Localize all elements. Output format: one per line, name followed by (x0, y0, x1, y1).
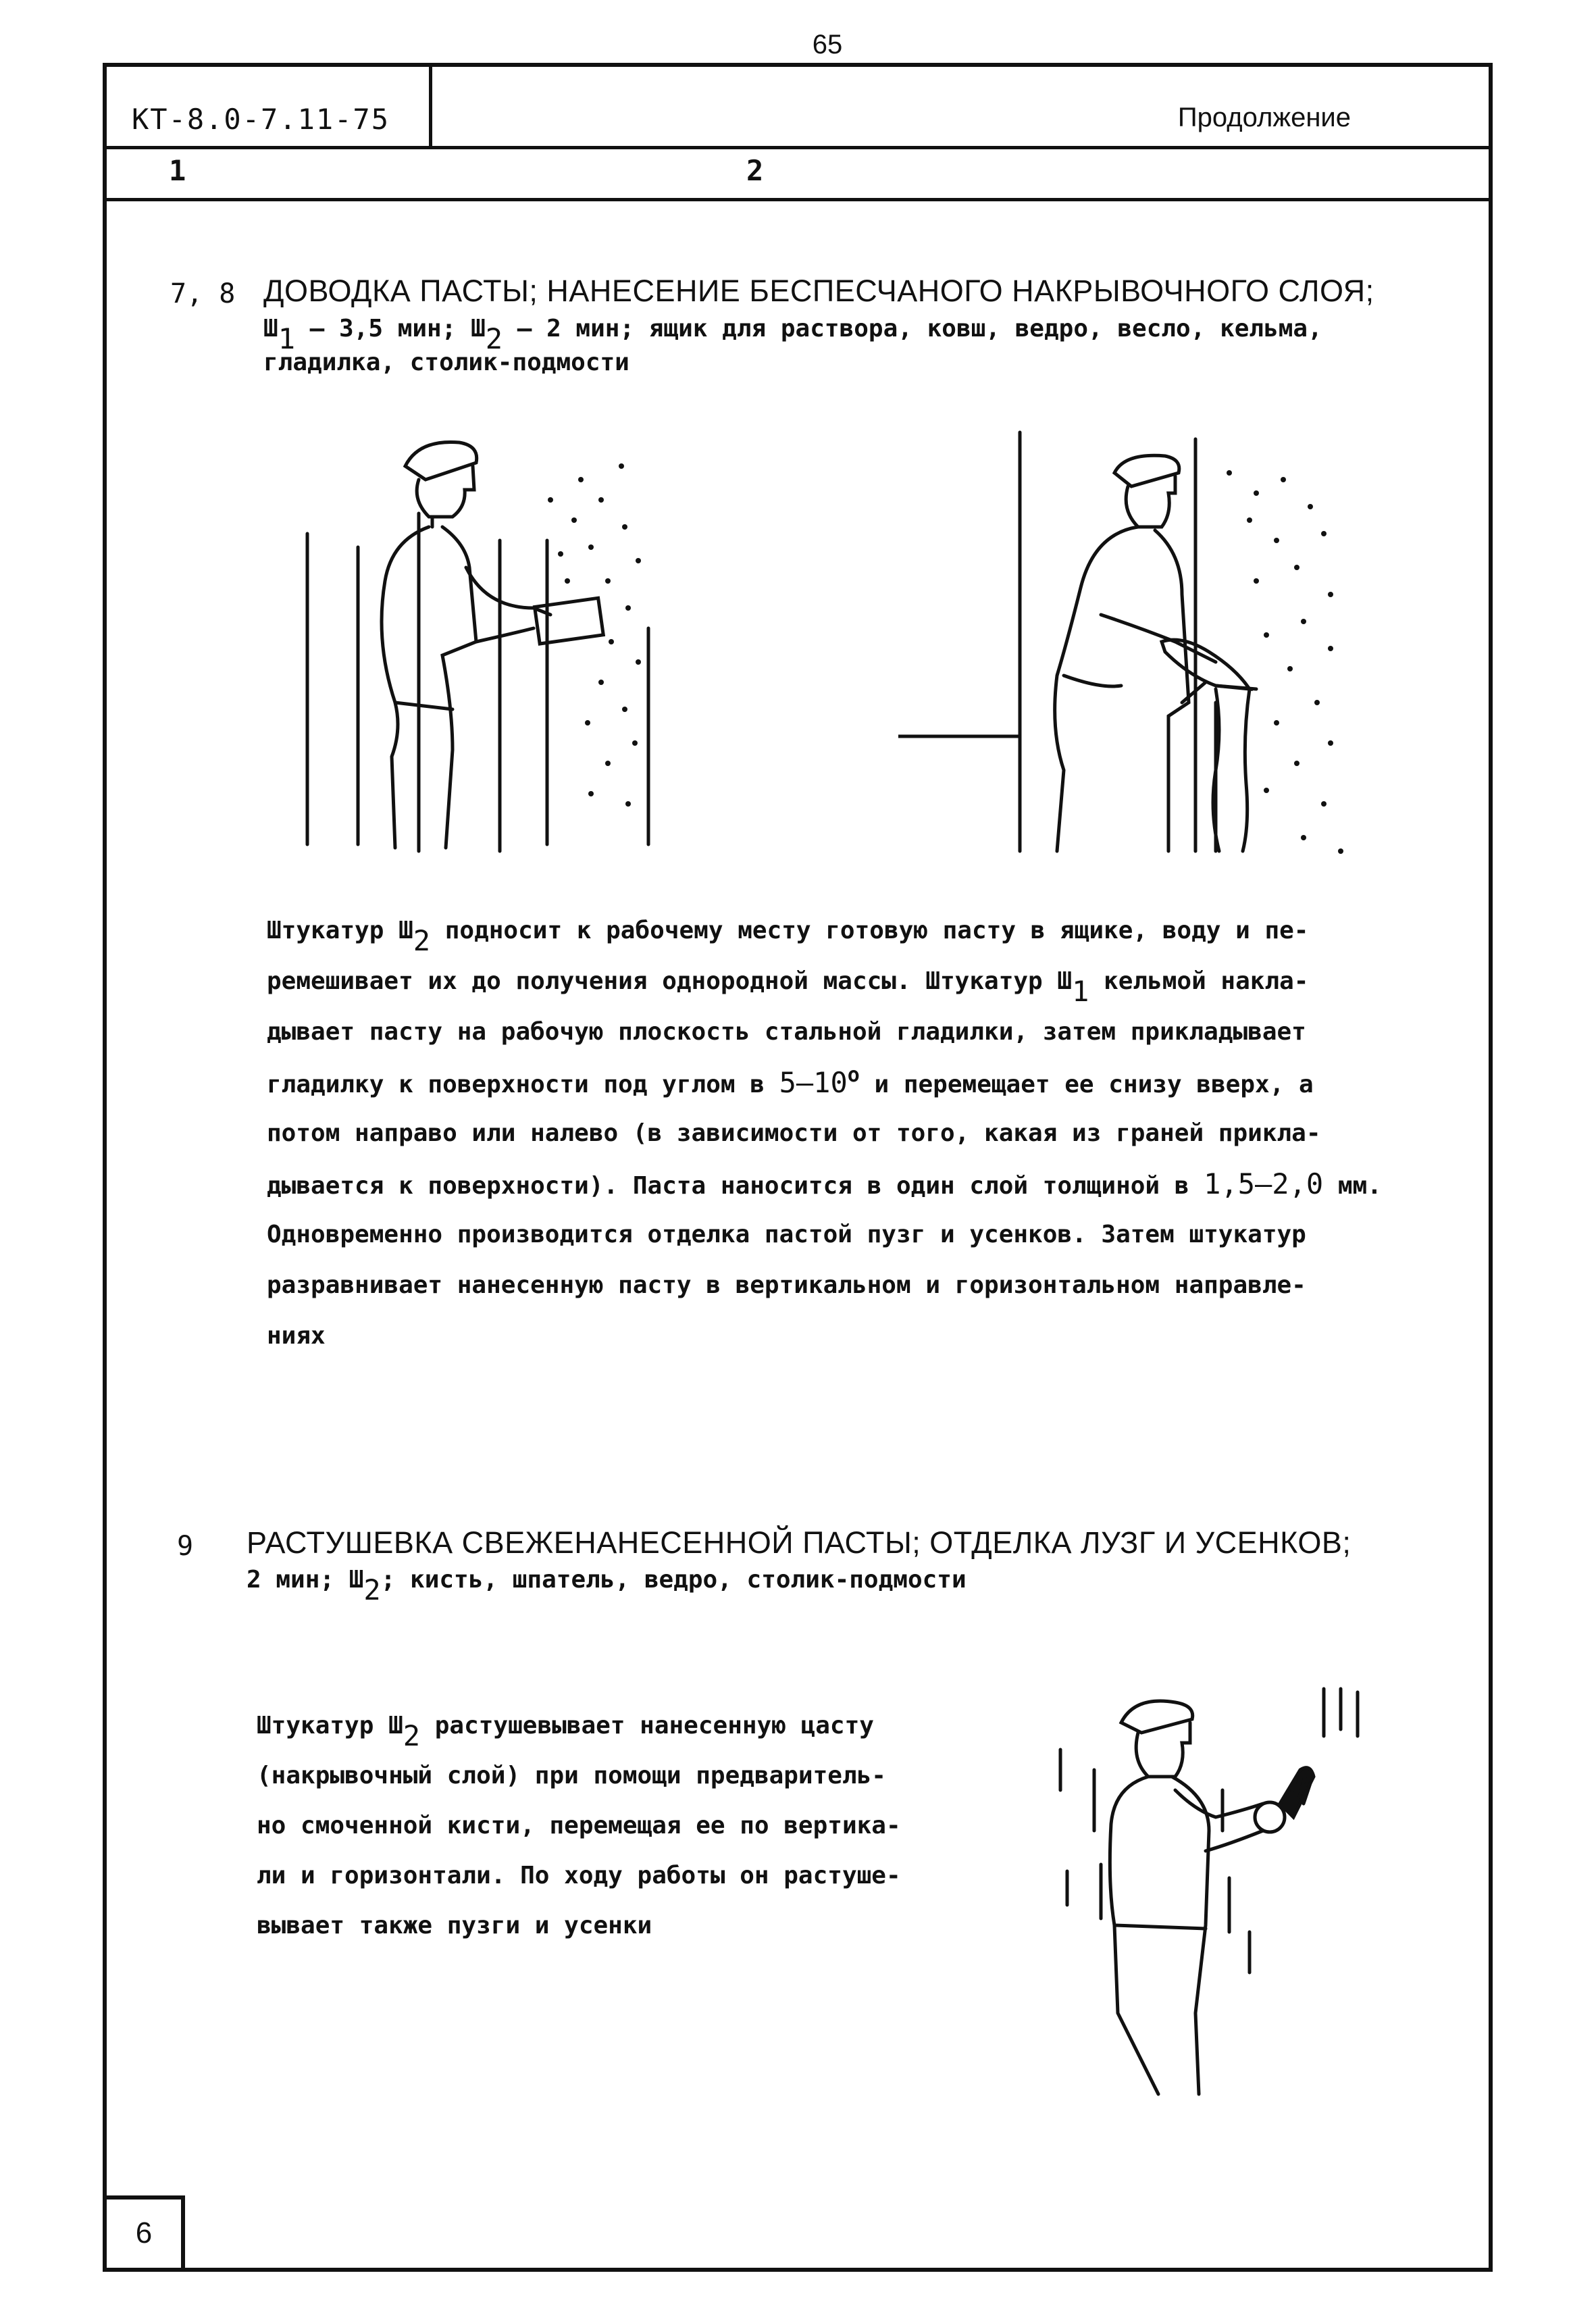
header-rule (103, 146, 1493, 149)
text-line: дывает пасту на рабочую плоскость стальной гладилки, затем прикладывает (267, 1018, 1306, 1046)
document-code: КТ-8.0-7.11-75 (132, 103, 390, 136)
text-line: ниях (267, 1322, 326, 1350)
text-line: Одновременно производится отделка пастой пузг и усенков. Затем штукатур (267, 1221, 1306, 1248)
text-line: Штукатур $Ш_2$ растушевывает нанесенную цасту (257, 1712, 874, 1752)
text-line: вывает также пузги и усенки (257, 1912, 652, 1939)
step-number: 7, 8 (170, 278, 236, 309)
text-line: (накрывочный слой) при помощи предваритель- (257, 1762, 886, 1789)
page-box-number: 6 (135, 2216, 153, 2250)
step-resources: $Ш_1 - 3,5$ мин; $Ш_2 - 2$ мин; ящик для раствора, ковш, ведро, весло, кельма, (263, 315, 1322, 355)
text-line: ли и горизонтали. По ходу работы он растуше- (257, 1862, 901, 1889)
continuation-label: Продолжение (1177, 103, 1351, 132)
text-line: ремешивает их до получения однородной массы. Штукатур $Ш_1$ кельмой накла- (267, 967, 1309, 1008)
step-title: ДОВОДКА ПАСТЫ; НАНЕСЕНИЕ БЕСПЕСЧАНОГО НАКРЫВОЧНОГО СЛОЯ; (263, 274, 1374, 308)
page-box (103, 2195, 185, 2272)
page-number: 65 (812, 30, 843, 59)
column-rule (103, 198, 1493, 201)
step-description (267, 905, 1382, 1361)
text-line: потом направо или налево (в зависимости от того, какая из граней прикла- (267, 1119, 1321, 1147)
step-tools: гладилка, столик-подмости (263, 349, 629, 376)
step-resources: 2 мин; $Ш_2$; кисть, шпатель, ведро, столик-подмости (247, 1566, 967, 1606)
plasterer-float-illustration (284, 426, 756, 858)
plasterer-brush-illustration (1040, 1675, 1418, 2108)
text-line: разравнивает нанесенную пасту в вертикальном и горизонтальном направле- (267, 1271, 1306, 1299)
text-line: гладилку к поверхности под углом в $5-10^о$ и перемещает ее снизу вверх, а (267, 1063, 1314, 1099)
header-divider (429, 63, 432, 149)
text-line: Штукатур $Ш_2$ подносит к рабочему месту готовую пасту в ящике, воду и пе- (267, 917, 1309, 957)
column-2-number: 2 (746, 154, 764, 187)
text-line: но смоченной кисти, перемещая ее по вертика- (257, 1812, 901, 1839)
step-description (257, 1701, 901, 1951)
column-1-number: 1 (169, 154, 186, 187)
step-title: РАСТУШЕВКА СВЕЖЕНАНЕСЕННОЙ ПАСТЫ; ОТДЕЛКА ЛУЗГ И УСЕНКОВ; (247, 1525, 1352, 1560)
plasterer-spreading-illustration (898, 419, 1385, 865)
step-number: 9 (177, 1531, 194, 1562)
text-line: дывается к поверхности). Паста наносится в один слой толщиной в 1,5–2,0 мм. (267, 1167, 1382, 1200)
